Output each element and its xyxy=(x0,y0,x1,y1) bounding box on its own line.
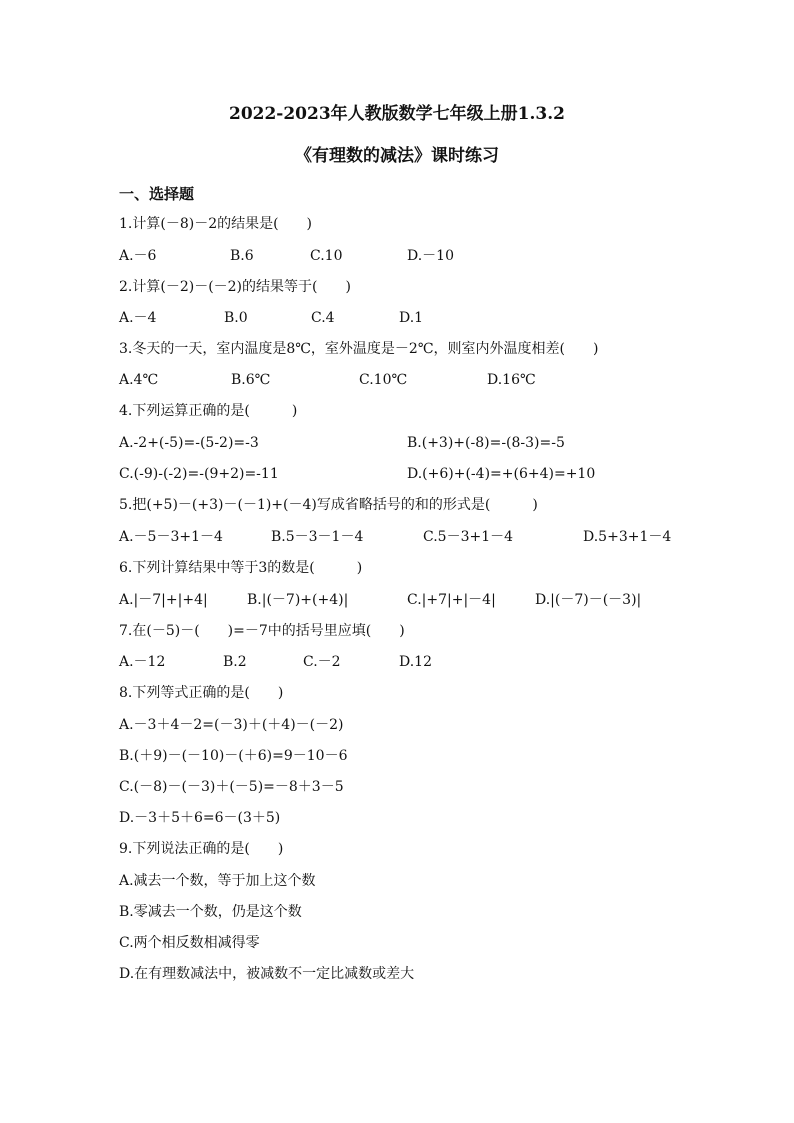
question-7-option-a: A.－12 xyxy=(119,654,166,670)
question-1-option-c: C.10 xyxy=(310,248,343,264)
question-4-option-c: C.(-9)-(-2)=-(9+2)=-11 xyxy=(119,466,279,482)
document-title-line-1: 2022-2023年人教版数学七年级上册1.3.2 xyxy=(228,104,565,124)
question-4-option-a: A.-2+(-5)=-(5-2)=-3 xyxy=(119,435,259,451)
question-7-option-c: C.－2 xyxy=(303,654,341,670)
question-6-option-d: D.|(－7)－(－3)| xyxy=(535,592,642,608)
question-7-stem: 7.在(－5)－( )=－7中的括号里应填( ) xyxy=(119,623,405,639)
question-4-option-b: B.(+3)+(-8)=-(8-3)=-5 xyxy=(407,435,565,451)
question-6-option-a: A.|－7|+|+4| xyxy=(119,592,208,608)
question-5-option-c: C.5－3+1－4 xyxy=(423,529,514,545)
question-2-option-b: B.0 xyxy=(224,310,248,326)
question-1-stem: 1.计算(－8)－2的结果是( ) xyxy=(119,216,313,232)
question-5-option-b: B.5－3－1－4 xyxy=(271,529,364,545)
question-6-option-b: B.|(－7)+(+4)| xyxy=(247,592,349,608)
question-8-option-a: A.－3＋4－2=(－3)＋(＋4)－(－2) xyxy=(119,717,344,733)
question-9-option-d: D.在有理数减法中，被减数不一定比减数或差大 xyxy=(119,966,415,982)
question-8-option-d: D.－3＋5＋6=6－(3＋5) xyxy=(119,810,281,826)
question-1-option-b: B.6 xyxy=(230,248,254,264)
question-4-stem: 4.下列运算正确的是( ) xyxy=(119,403,298,419)
question-8-stem: 8.下列等式正确的是( ) xyxy=(119,685,284,701)
question-3-option-b: B.6℃ xyxy=(231,372,271,388)
question-8-option-c: C.(－8)－(－3)＋(－5)=－8＋3－5 xyxy=(119,779,344,795)
question-4-option-d: D.(+6)+(-4)=+(6+4)=+10 xyxy=(407,466,596,482)
question-3-option-d: D.16℃ xyxy=(487,372,536,388)
question-2-stem: 2.计算(－2)－(－2)的结果等于( ) xyxy=(119,279,351,295)
question-7-option-d: D.12 xyxy=(399,654,432,670)
question-9-option-c: C.两个相反数相减得零 xyxy=(119,935,260,951)
question-3-stem: 3.冬天的一天，室内温度是8℃，室外温度是－2℃，则室内外温度相差( ) xyxy=(119,341,599,357)
question-6-option-c: C.|+7|+|－4| xyxy=(407,592,496,608)
question-1-option-a: A.－6 xyxy=(119,248,157,264)
question-5-stem: 5.把(+5)－(+3)－(－1)+(－4)写成省略括号的和的形式是( ) xyxy=(119,497,538,513)
section-heading: 一、选择题 xyxy=(119,185,195,203)
question-5-option-a: A.－5－3+1－4 xyxy=(119,529,223,545)
question-8-option-b: B.(＋9)－(－10)－(＋6)=9－10－6 xyxy=(119,748,348,764)
question-9-option-b: B.零减去一个数，仍是这个数 xyxy=(119,904,302,920)
question-7-option-b: B.2 xyxy=(223,654,247,670)
question-3-option-a: A.4℃ xyxy=(119,372,159,388)
question-3-option-c: C.10℃ xyxy=(359,372,408,388)
question-2-option-a: A.－4 xyxy=(119,310,157,326)
question-1-option-d: D.－10 xyxy=(407,248,454,264)
question-9-option-a: A.减去一个数，等于加上这个数 xyxy=(119,873,316,889)
question-9-stem: 9.下列说法正确的是( ) xyxy=(119,841,284,857)
document-title-line-2: 《有理数的减法》课时练习 xyxy=(295,146,499,166)
question-2-option-d: D.1 xyxy=(399,310,424,326)
question-6-stem: 6.下列计算结果中等于3的数是( ) xyxy=(119,560,363,576)
question-2-option-c: C.4 xyxy=(311,310,335,326)
question-5-option-d: D.5+3+1－4 xyxy=(583,529,672,545)
